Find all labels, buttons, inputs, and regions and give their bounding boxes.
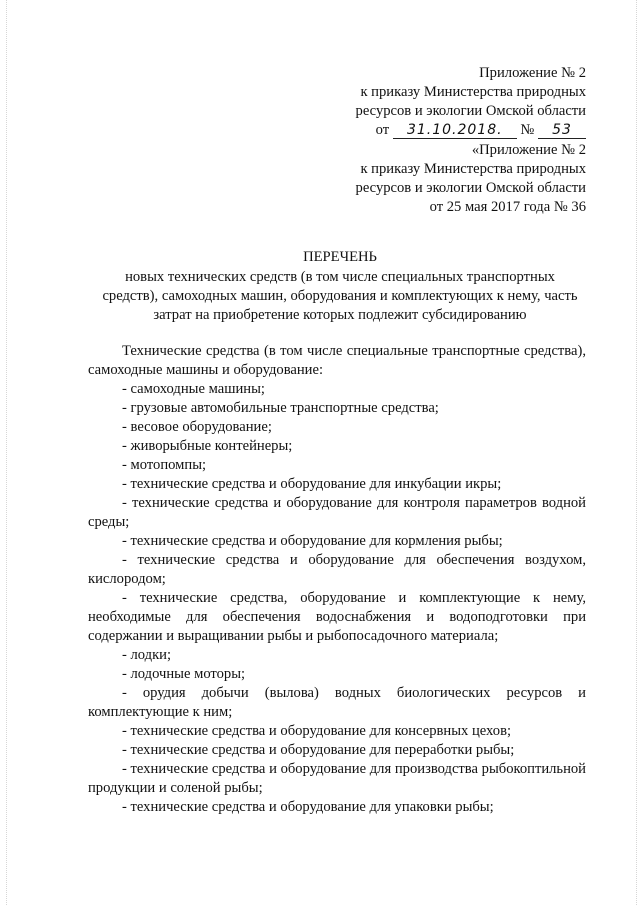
title-line-1: новых технических средств (в том числе специальных транспортных (125, 269, 555, 285)
list-item: - технические средства и оборудование для инкубации икры; (122, 476, 502, 492)
appendix-line-3: ресурсов и экологии Омской области (355, 103, 586, 119)
title-line-3: затрат на приобретение которых подлежит субсидированию (153, 307, 527, 323)
list-item: - орудия добычи (вылова) водных биологических ресурсов и комплектующие к ним; (88, 685, 586, 720)
title-line-2: средств), самоходных машин, оборудования и комплектующих к нему, часть (102, 288, 578, 304)
prev-appendix-line-2: к приказу Министерства природных (360, 161, 586, 177)
date-prefix: от (375, 122, 390, 138)
appendix-header (226, 64, 586, 140)
prev-appendix-line-4: от 25 мая 2017 года № 36 (429, 199, 586, 215)
list-item: - технические средства и оборудование для упаковки рыбы; (122, 799, 494, 815)
document-title (80, 248, 600, 325)
scan-edge-right (636, 0, 638, 905)
list-item: - технические средства и оборудование для кормления рыбы; (122, 533, 503, 549)
scan-edge-left (6, 0, 8, 905)
list-item: - технические средства и оборудование для переработки рыбы; (122, 742, 515, 758)
list-item: - лодки; (122, 647, 172, 663)
items-list (88, 380, 586, 817)
appendix-date-line (226, 121, 586, 140)
list-item: - лодочные моторы; (122, 666, 246, 682)
list-item: - технические средства и оборудование для консервных цехов; (122, 723, 512, 739)
list-item: - технические средства и оборудование для контроля параметров водной среды; (88, 495, 586, 530)
list-item: - весовое оборудование; (122, 419, 272, 435)
appendix-line-1: Приложение № 2 (479, 65, 586, 81)
list-item: - самоходные машины; (122, 381, 265, 397)
list-item: - живорыбные контейнеры; (122, 438, 293, 454)
document-body (88, 342, 586, 817)
list-item: - мотопомпы; (122, 457, 207, 473)
list-item: - грузовые автомобильные транспортные средства; (122, 400, 439, 416)
number-prefix: № (520, 122, 535, 138)
appendix-line-2: к приказу Министерства природных (360, 84, 586, 100)
list-item: - технические средства и оборудование для обеспечения воздухом, кислородом; (88, 552, 586, 587)
handwritten-number: 53 (538, 122, 586, 139)
previous-appendix-header (226, 141, 586, 217)
list-item: - технические средства, оборудование и комплектующие к нему, необходимые для обеспечения водоснабжения и водоподготовки при содержании и выращивании рыбы и рыбопосадочного материала; (88, 590, 586, 644)
prev-appendix-line-3: ресурсов и экологии Омской области (355, 180, 586, 196)
handwritten-date: 31.10.2018. (393, 122, 517, 139)
intro-paragraph: Технические средства (в том числе специальные транспортные средства), самоходные машины и оборудование: (88, 343, 586, 378)
prev-appendix-line-1: «Приложение № 2 (471, 142, 586, 158)
list-item: - технические средства и оборудование для производства рыбокоптильной продукции и соленой рыбы; (88, 761, 586, 796)
title-main: ПЕРЕЧЕНЬ (303, 249, 377, 265)
